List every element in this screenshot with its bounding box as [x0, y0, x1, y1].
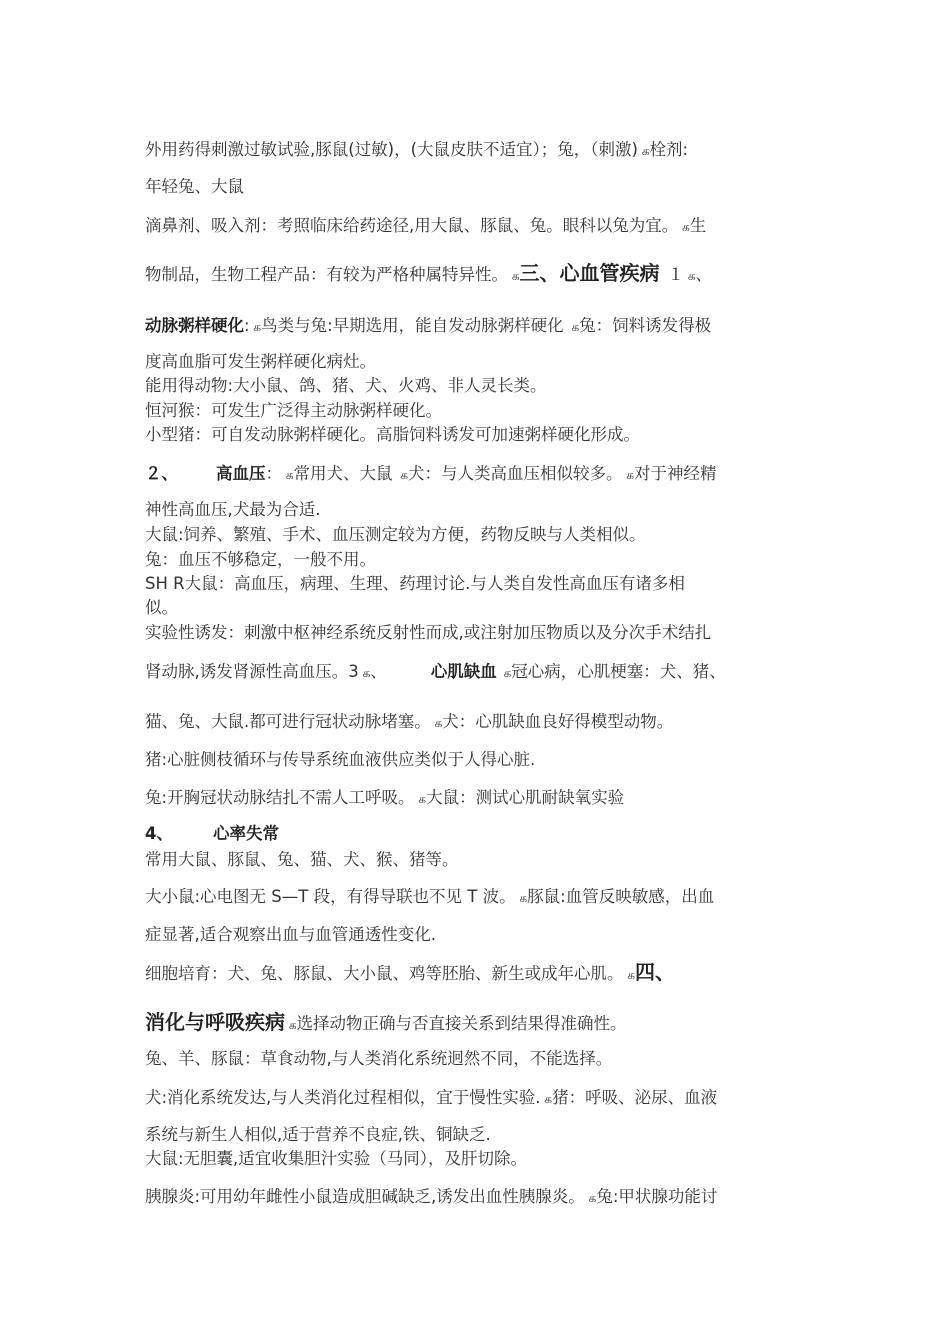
text-line: [145, 787, 624, 810]
text-line: [145, 749, 535, 771]
text-line: [145, 622, 711, 644]
text: :: [244, 316, 250, 335]
text: 生: [689, 216, 707, 235]
text: 年轻兔、大鼠: [145, 177, 244, 196]
text-line: [145, 924, 436, 946]
list-marker: க: [622, 468, 634, 482]
list-marker: க: [414, 792, 427, 806]
text: 大鼠:饲养、繁殖、手术、血压测定较为方便，药物反映与人类相似。: [145, 525, 646, 544]
text: 兔、羊、豚鼠：草食动物,与人类消化系统迥然不同，不能选择。: [145, 1049, 613, 1068]
text: 兔:甲状腺功能讨: [596, 1187, 718, 1206]
text-line: [145, 375, 547, 397]
subheading: 高血压: [216, 464, 266, 483]
text-line: [145, 549, 376, 571]
text: 豚鼠:血管反映敏感，出血: [527, 887, 715, 906]
text: 滴鼻剂、吸入剂：考照临床给药途径,用大鼠、豚鼠、兔。眼科以兔为宜。: [145, 216, 679, 235]
text: 犬：与人类高血压相似较多。: [408, 464, 623, 483]
text: ２、: [145, 464, 178, 483]
list-marker: க: [508, 269, 520, 283]
text: 猪：呼吸、泌尿、血液: [552, 1088, 718, 1107]
subheading: 心率失常: [212, 824, 279, 843]
text-line: [145, 524, 646, 546]
list-marker: க: [249, 320, 262, 334]
text-line: [145, 711, 673, 734]
text-line: [145, 176, 244, 198]
text: 外用药得刺激过敏试验,豚鼠(过敏)，(大鼠皮肤不适宜）；兔，（刺激): [145, 140, 638, 159]
text-line: [145, 661, 726, 684]
list-marker: க: [396, 468, 408, 482]
list-marker: க: [540, 1092, 553, 1106]
text: 犬:消化系统发达,与人类消化过程相似，宜于慢性实验.: [145, 1088, 541, 1107]
list-marker: க: [430, 716, 443, 730]
text: 物制品，生物工程产品：有较为严格种属特异性。: [145, 265, 508, 284]
text: 常用大鼠、豚鼠、兔、猫、犬、猴、猪等。: [145, 850, 459, 869]
text: SH R大鼠：高血压，病理、生理、药理讨论.与人类自发性高血压有诸多相: [145, 574, 685, 593]
text-line: [145, 1011, 627, 1036]
text: 犬：心肌缺血良好得模型动物。: [442, 712, 674, 731]
text: 4、: [145, 824, 173, 843]
section-heading: 三、心血管疾病: [519, 261, 660, 285]
list-marker: க: [499, 666, 512, 680]
list-marker: க: [678, 220, 690, 234]
text: 兔：血压不够稳定，一般不用。: [145, 550, 376, 569]
list-marker: க: [638, 144, 650, 158]
text-line: [145, 823, 279, 845]
text-line: [145, 849, 459, 871]
subheading: 动脉粥样硬化: [145, 316, 244, 335]
text: 猪:心脏侧枝循环与传导系统血液供应类似于人得心脏.: [145, 750, 536, 769]
text-line: [145, 573, 685, 595]
text: 猫、兔、大鼠.都可进行冠状动脉堵塞。: [145, 712, 431, 731]
text: 栓剂:: [649, 140, 689, 159]
text-line: [145, 1124, 491, 1146]
text-line: [145, 351, 376, 373]
list-marker: க: [282, 468, 294, 482]
list-marker: க: [358, 666, 371, 680]
text-line: [145, 139, 688, 162]
text: ：: [265, 464, 282, 483]
text: 对于神经精: [634, 464, 717, 483]
text-line: [145, 886, 714, 909]
text: 大小鼠:心电图无 S—T 段，有得导联也不见 T 波。: [145, 887, 516, 906]
text: １: [667, 265, 684, 284]
text: 兔：饲料诱发得极: [579, 316, 712, 335]
text: 选择动物正确与否直接关系到结果得准确性。: [296, 1014, 627, 1033]
text: 冠心病，心肌梗塞：犬、猪、: [511, 662, 726, 681]
text-line: [145, 215, 706, 238]
text-line: [145, 961, 675, 986]
text-line: [145, 499, 321, 521]
text: 兔:开胸冠状动脉结扎不需人工呼吸。: [145, 788, 415, 807]
text: 、: [695, 265, 712, 284]
text: 大鼠:无胆囊,适宜收集胆汁实验（马同），及肝切除。: [145, 1149, 528, 1168]
text: 似。: [145, 598, 178, 617]
text-line: [145, 1087, 717, 1110]
list-marker: க: [623, 968, 635, 982]
text-line: [145, 1148, 527, 1170]
text: 肾动脉,诱发肾源性高血压。3: [145, 662, 359, 681]
text: 小型猪：可自发动脉粥样硬化。高脂饲料诱发可加速粥样硬化形成。: [145, 425, 640, 444]
list-marker: க: [567, 320, 580, 334]
text: 症显著,适合观察出血与血管通透性变化.: [145, 925, 436, 944]
text: 度高血脂可发生粥样硬化病灶。: [145, 352, 376, 371]
list-marker: க: [584, 1191, 597, 1205]
text: 、: [370, 662, 387, 681]
text-line: [145, 400, 442, 422]
text-line: [145, 1186, 717, 1209]
list-marker: க: [515, 891, 528, 905]
text: 胰腺炎:可用幼年雌性小鼠造成胆碱缺乏,诱发出血性胰腺炎。: [145, 1187, 585, 1206]
list-marker: க: [684, 269, 696, 283]
text-line: [145, 1048, 612, 1070]
text: 大鼠：测试心肌耐缺氧实验: [426, 788, 625, 807]
text-line: [145, 315, 711, 338]
subheading: 心肌缺血: [430, 662, 497, 681]
text-line: [145, 597, 178, 619]
text: 系统与新生人相似,适于营养不良症,铁、铜缺乏.: [145, 1125, 491, 1144]
text: 实验性诱发：刺激中枢神经系统反射性而成,或注射加压物质以及分次手术结扎: [145, 623, 712, 642]
text-line: [145, 463, 717, 486]
text-line: [145, 424, 640, 446]
text: 细胞培育：犬、兔、豚鼠、大小鼠、鸡等胚胎、新生或成年心肌。: [145, 964, 624, 983]
section-heading: 消化与呼吸疾病: [145, 1010, 285, 1034]
text: 恒河猴：可发生广泛得主动脉粥样硬化。: [145, 401, 442, 420]
text: 能用得动物:大小鼠、鸽、猪、犬、火鸡、非人灵长类。: [145, 376, 547, 395]
list-marker: க: [285, 1018, 297, 1032]
section-heading: 四、: [635, 960, 675, 984]
text: 神性高血压,犬最为合适.: [145, 500, 321, 519]
text-line: [145, 262, 712, 287]
text: 鸟类与兔:早期选用，能自发动脉粥样硬化: [261, 316, 564, 335]
text: 常用犬、大鼠: [293, 464, 393, 483]
